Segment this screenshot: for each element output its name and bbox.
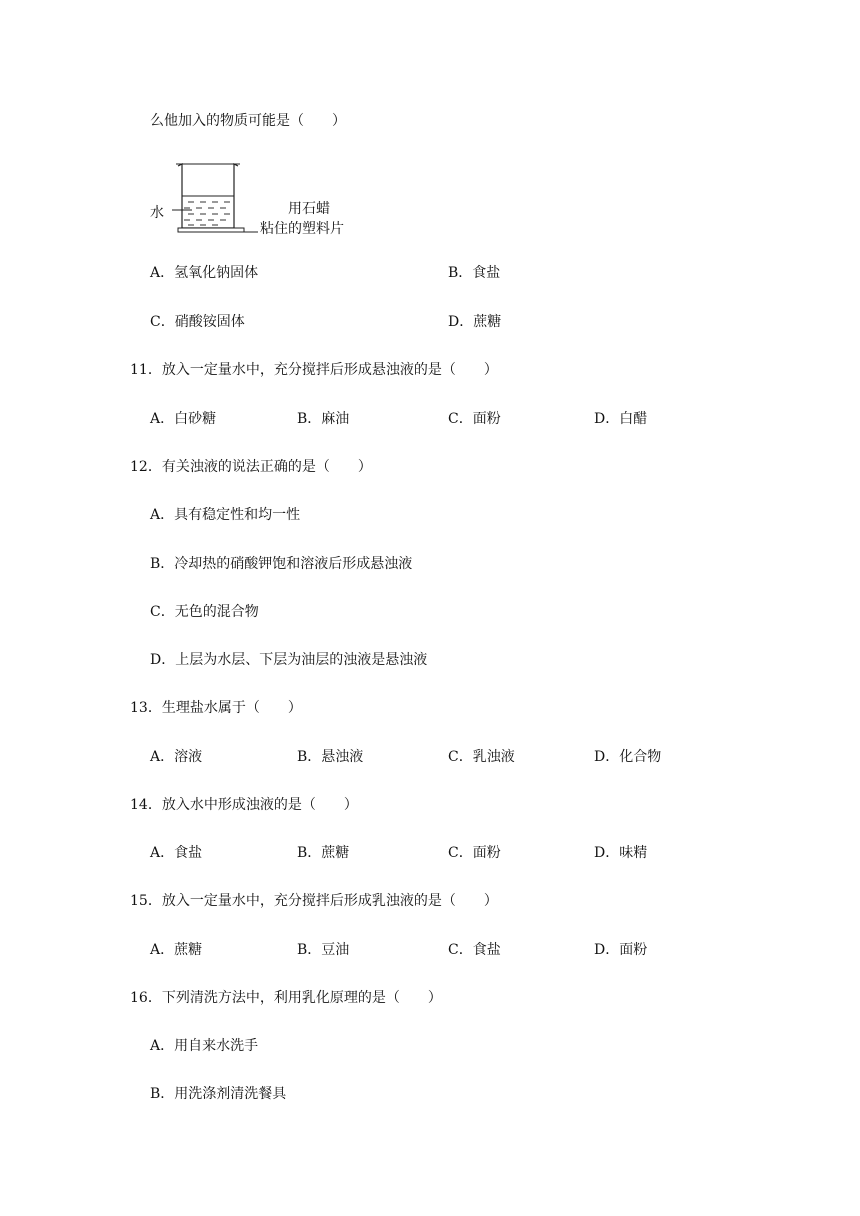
q11-option-a	[150, 410, 216, 428]
q16-option-a	[150, 1037, 258, 1055]
q15-option-a	[150, 941, 202, 959]
beaker-diagram	[150, 160, 380, 240]
option-letter: A．	[150, 1038, 175, 1054]
option-letter: D．	[448, 314, 474, 330]
option-text: 白醋	[619, 411, 648, 427]
option-text: 乳浊液	[472, 749, 515, 765]
q13-option-c	[448, 748, 515, 766]
question-10-stem-continuation: 么他加入的物质可能是（ ）	[150, 113, 346, 129]
option-letter: B．	[150, 556, 175, 572]
q16-option-b	[150, 1085, 286, 1103]
option-text: 麻油	[321, 411, 350, 427]
option-text: 具有稳定性和均一性	[174, 507, 301, 523]
option-text: 豆油	[321, 942, 350, 958]
q10-option-d	[448, 313, 501, 331]
option-text: 蔗糖	[473, 314, 502, 330]
q11-option-b	[297, 410, 349, 428]
option-text: 用洗涤剂清洗餐具	[174, 1086, 287, 1102]
water-label: 水	[150, 205, 164, 221]
option-text: 氢氧化钠固体	[174, 265, 259, 281]
option-text: 悬浊液	[321, 749, 364, 765]
plastic-sheet-callout-label: 粘住的塑料片	[260, 221, 344, 237]
q14-option-d	[594, 844, 647, 862]
option-text: 食盐	[174, 845, 203, 861]
option-letter: C．	[448, 942, 473, 958]
question-16-stem: 16．下列清洗方法中，利用乳化原理的是（ ）	[130, 990, 442, 1006]
q14-option-a	[150, 844, 202, 862]
q12-option-d	[150, 651, 427, 669]
option-letter: B．	[297, 942, 322, 958]
option-letter: A．	[150, 507, 175, 523]
option-letter: A．	[150, 411, 175, 427]
option-letter: C．	[448, 845, 473, 861]
q14-option-c	[448, 844, 501, 862]
q15-option-c	[448, 941, 501, 959]
q13-option-d	[594, 748, 661, 766]
q12-option-b	[150, 555, 412, 573]
option-text: 用自来水洗手	[174, 1038, 259, 1054]
option-letter: A．	[150, 749, 175, 765]
option-text: 蔗糖	[321, 845, 350, 861]
option-letter: B．	[297, 845, 322, 861]
q11-option-d	[594, 410, 647, 428]
option-letter: D．	[594, 942, 620, 958]
option-text: 冷却热的硝酸钾饱和溶液后形成悬浊液	[174, 556, 413, 572]
option-letter: C．	[448, 411, 473, 427]
option-text: 溶液	[174, 749, 203, 765]
option-text: 面粉	[472, 411, 501, 427]
option-text: 食盐	[472, 942, 501, 958]
q13-option-a	[150, 748, 202, 766]
option-letter: D．	[150, 652, 176, 668]
q10-option-a	[150, 264, 258, 282]
option-text: 硝酸铵固体	[174, 314, 245, 330]
question-15-stem: 15．放入一定量水中，充分搅拌后形成乳浊液的是（ ）	[130, 893, 498, 909]
question-14-stem: 14．放入水中形成浊液的是（ ）	[130, 797, 358, 813]
option-letter: B．	[297, 411, 322, 427]
option-letter: B．	[150, 1086, 175, 1102]
option-text: 食盐	[472, 265, 501, 281]
option-text: 面粉	[619, 942, 648, 958]
option-text: 蔗糖	[174, 942, 203, 958]
q13-option-b	[297, 748, 363, 766]
option-letter: C．	[150, 314, 175, 330]
option-letter: D．	[594, 749, 620, 765]
option-text: 无色的混合物	[174, 604, 259, 620]
q15-option-b	[297, 941, 349, 959]
wax-callout-label: 用石蜡	[288, 201, 330, 217]
option-letter: B．	[448, 265, 473, 281]
q10-option-b	[448, 264, 500, 282]
q15-option-d	[594, 941, 647, 959]
question-13-stem: 13．生理盐水属于（ ）	[130, 700, 302, 716]
option-text: 味精	[619, 845, 648, 861]
q14-option-b	[297, 844, 349, 862]
option-letter: A．	[150, 265, 175, 281]
q11-option-c	[448, 410, 501, 428]
option-text: 白砂糖	[174, 411, 217, 427]
option-letter: A．	[150, 942, 175, 958]
question-12-stem: 12．有关浊液的说法正确的是（ ）	[130, 459, 372, 475]
question-11-stem: 11．放入一定量水中，充分搅拌后形成悬浊液的是（ ）	[130, 362, 498, 378]
option-letter: C．	[448, 749, 473, 765]
option-letter: C．	[150, 604, 175, 620]
option-letter: B．	[297, 749, 322, 765]
q12-option-a	[150, 506, 300, 524]
option-text: 上层为水层、下层为油层的浊液是悬浊液	[175, 652, 428, 668]
option-letter: A．	[150, 845, 175, 861]
option-letter: D．	[594, 845, 620, 861]
option-text: 化合物	[619, 749, 662, 765]
q12-option-c	[150, 603, 259, 621]
option-letter: D．	[594, 411, 620, 427]
option-text: 面粉	[472, 845, 501, 861]
q10-option-c	[150, 313, 245, 331]
